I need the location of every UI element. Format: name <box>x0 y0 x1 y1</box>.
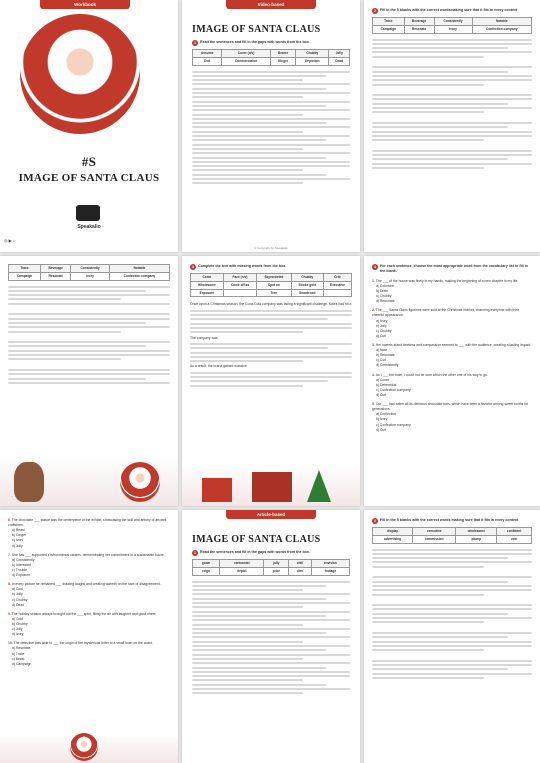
complete-page: 3 Complete the text with missing words from the box. Come Face (n/v) Skyrocketed Chubby Crib Wholesome Come off as Spot on Stroke gold Executive Exposure Tren Smartened Once upon a Christmas season, the Coca-Cola company was facing a significant challenge. Sales had hit a The company was As a result, the brand gained massive <box>182 256 360 506</box>
gap-lines <box>192 581 350 695</box>
question-6: 6. The chocolate ___ statue was the centerpiece of the exhibit, showcasing the skill and artistry of ancient craftsmen. a) Beast b) Ginger c) Ivory d) Jolly <box>8 518 167 548</box>
exercise-number: 1 <box>194 41 196 45</box>
santa-illustration <box>20 14 140 134</box>
article-tab: Article-based <box>226 510 316 519</box>
santa-icon <box>120 462 160 502</box>
final-page: 2 Fill in the 5 blanks with the correct words making sure that it fits in every context display executive wholesome confident advertising commission plump vein <box>364 510 540 763</box>
village-scene <box>182 464 360 506</box>
word-box: Trace Beverage Consistently Notable Campaign Resonate Ivory Confection company <box>8 264 170 281</box>
video-instruction: Read the sentences and fill in the gaps with words from the box. <box>200 40 310 44</box>
question-4: 4. As I ___ the hotel, I could not be sure which the other one of his way to go. a) Cover b) Deferential c) Confection company d) Curl <box>372 372 488 397</box>
brand-name: Speakalio <box>77 224 101 230</box>
question-10: 10. The detective was able to ___ the origin of the mysterious letter to a small town on the coast. a) Resonate b) Trace c) Beast d) Campaign <box>8 641 153 666</box>
brand-logo <box>76 205 100 221</box>
gap-lines <box>372 549 532 679</box>
reindeer-scene <box>0 454 178 506</box>
final-instruction: Fill in the 5 blanks with the correct words making sure that it fits in every context <box>380 518 519 522</box>
cover-code: #S <box>81 154 97 169</box>
video-page <box>182 0 360 252</box>
house-icon <box>252 472 292 502</box>
word-box: Assume Cover (n/v) Bearer Chubby Jolly Diet Commercialize Ginger Depiction Dead <box>192 49 350 66</box>
tree-icon <box>307 470 331 502</box>
fill-page: 2 Fill in the 5 blanks with the correct wordsmaking sure that it fits in every context Trace Beverage Consistently Notable Campaign Resonate Ivory Confection company <box>364 0 540 252</box>
article-instruction: Read the sentences and fill in the gaps with words from the box. <box>200 550 310 554</box>
reindeer-icon <box>14 462 44 502</box>
gap-lines <box>8 286 170 384</box>
word-box: Trace Beverage Consistently Notable Campaign Resonate Ivory Confection company <box>372 17 532 34</box>
gap-lines <box>372 39 532 169</box>
exercise-page <box>0 256 178 506</box>
video-title: IMAGE OF SANTA CLAUS <box>192 24 321 35</box>
video-tab: Video-based <box>226 0 316 9</box>
mc-page <box>0 510 178 763</box>
fill-instruction: Fill in the 5 blanks with the correct wordsmaking sure that it fits in every context <box>380 8 518 12</box>
question-1: 1. The ___ of the house was finely in my hands, making the beginning of a new chapter in my life. a) Cohesion b) Drain c) Chubby d) Resonate <box>372 278 519 304</box>
article-title: IMAGE OF SANTA CLAUS <box>192 534 321 545</box>
workbook-tab: Workbook <box>40 0 130 9</box>
word-box: Come Face (n/v) Skyrocketed Chubby Crib Wholesome Come off as Spot on Stroke gold Executive Exposure Tren Smartened <box>190 273 352 297</box>
question-7: 7. She has ___ supported environmental causes, demonstrating her commitment to a sustainable future. a) Consistently b) Interested c) Trouble d) Exposure <box>8 552 165 578</box>
cover-page <box>0 0 178 252</box>
question-5: 5. Our ___ had eaten all its delicious chocolate bars, which have been a favorite among sweet tooths for generations. a) Confection b) Ivory c) Confection company d) Curl <box>372 402 529 432</box>
complete-instruction: Complete the text with missing words from the box. <box>198 264 287 268</box>
question-8: 8. In every picture he remained ___ drawing laughs and creating warmth on the face of disagreement. a) Cool b) Jolly c) Chubby d) Dead <box>8 582 161 607</box>
video-footer: © Copyright by Speakalio <box>254 245 288 250</box>
article-page: Article-based IMAGE OF SANTA CLAUS 1 Read the sentences and fill in the gaps with words from the box. gown cartoonist jolly chill envision reign depict prior dim footage <box>182 510 360 763</box>
santa-icon <box>70 733 98 761</box>
question-3: 3. Her sweets stand timeless and compassion seemed to ___ with the audience, creating a lasting impact. a) Note b) Resonate c) Curl d) Consistently <box>372 342 532 368</box>
choose-instruction: For each sentence, choose the most appropriate word from the vocabulary list to fill in the blank. <box>380 264 528 274</box>
question-9: 9. The holiday season always brought out the ___ spirit, filling the air with laughter and good cheer. a) Cold b) Chubby c) Jolly d) Ivory <box>8 611 157 637</box>
social-icons: ◎ ▶ ♪ <box>4 238 15 243</box>
cover-title: IMAGE OF SANTA CLAUS <box>18 172 160 184</box>
choose-page: 4 For each sentence, choose the most appropriate word from the vocabulary list to fill in the blank. 1. The ___ of the house was finely in my hands, making the beginning of a new chapter in my life. a) Cohesion b) Drain c) Chubby d) Resonate 2. The ___ Santa Claus figurines were sold at the Christmas market, charming everyone with their cheerful appearance. a) Ivory b) Jolly c) Chubby d) Curl 3. Her sweets stand timeless and compassion seemed to ___ with the audience, creating a lasting impact. a) Note b) Resonate c) Curl d) Consistently 4. As I ___ the hotel, I could not be sure which the other one of his way to go. a) Cover b) Deferential c) Confection company d) Curl 5. Our ___ had eaten all its delicious chocolate bars, which have been a favorite among sweet tooths for generations. a) Confection b) Ivory c) Confection company d) Curl <box>364 256 540 506</box>
house-icon <box>202 478 232 502</box>
word-box: gown cartoonist jolly chill envision reign depict prior dim footage <box>192 559 350 576</box>
gap-lines <box>192 71 350 185</box>
story-text: Once upon a Christmas season, the Coca-Cola company was facing a significant challenge. Sales had hit a The company was As a result, the brand gained massive <box>190 302 352 386</box>
word-box: display executive wholesome confident advertising commission plump vein <box>372 527 532 544</box>
question-2: 2. The ___ Santa Claus figurines were sold at the Christmas market, charming everyone with their cheerful appearance. a) Ivory b) Jolly c) Chubby d) Curl <box>372 308 520 338</box>
santa-scene <box>0 733 178 763</box>
